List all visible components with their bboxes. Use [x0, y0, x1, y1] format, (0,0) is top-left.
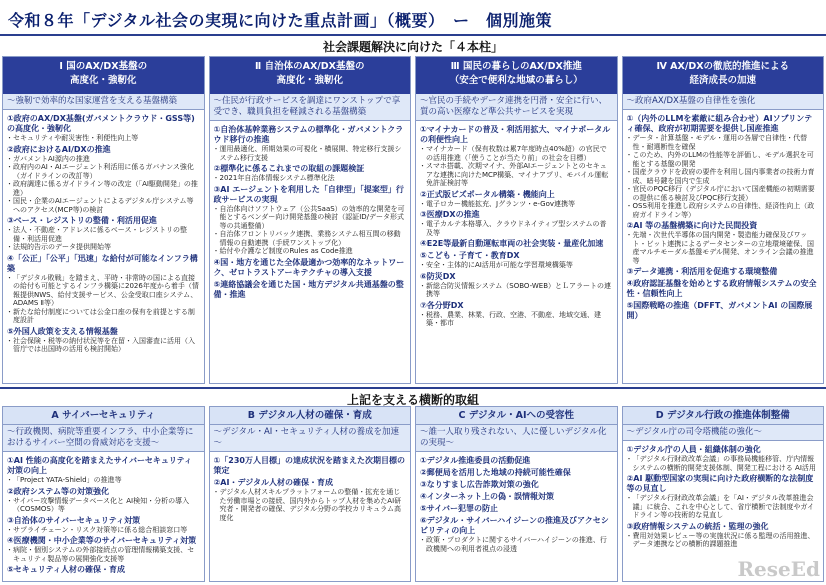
- measure-detail: ・ 法規的告示のデータ提供開始等: [7, 243, 200, 252]
- item-list: [623, 441, 824, 551]
- measure-title: ⑦各分野DX: [420, 300, 464, 310]
- measure-title: ①デジタル庁の人員・組織体制の強化: [626, 445, 761, 454]
- measure-title: ⑤こども・子育て・教育DX: [420, 251, 520, 260]
- pillar-column: [209, 56, 412, 384]
- column-heading-line: Ⅳ AX/DXの徹底的推進による: [656, 61, 790, 72]
- measure-title: ⑤連絡協議会を通じた国・地方デジタル共通基盤の整備・推進: [213, 279, 404, 299]
- pillar-column: [415, 56, 618, 384]
- bottom-section-heading: 上記を支える横断的取組: [346, 393, 479, 407]
- measure-detail: ・ マイナカード（保有枚数は累7年度時点40%超）の官民での活用推進（「使うことが当たり前」の社会を目標）: [420, 145, 613, 162]
- measure-title: ①「230万人目標」の達成状況を踏まえた次期目標の策定: [213, 456, 405, 475]
- measure-detail: ・ 法人・不動産・アドレスに係るベース・レジストリの整備・利活用促進: [7, 226, 200, 243]
- measure-title: ③AI エージェントを利用した「自律型」「提案型」行政サービスの実現: [213, 184, 404, 204]
- pillar-column: [2, 56, 205, 384]
- pillar-column: [2, 406, 205, 582]
- pillar-column: [622, 406, 825, 582]
- column-heading-line: Ⅱ 自治体のAX/DX基盤の: [255, 61, 365, 72]
- measure-title: ④国・地方を通じた全体最適かつ効率的なネットワーク、ゼロトラストアーキテクチャの導入支援: [213, 257, 405, 277]
- column-heading-line: Ⅲ 国民の暮らしのAX/DX推進: [450, 61, 582, 72]
- measure-detail: ・ 「デジタル行財政改革会議」の事務局機能移管、庁内情報システムの横断的開発支援体制、開発工程における AI活用: [627, 455, 820, 472]
- measure-detail: ・ デジタル人材スキルプラットフォームの整備・拡充を通じた労働市場との接続、国内外からトップ人材を集めたAI研究者・開発者の確保、デジタル分野の学校カリキュラム高度化: [214, 488, 407, 522]
- measure-title: ①AI 性能の高度化を踏まえたサイバーセキュリティ対策の向上: [7, 456, 193, 475]
- item-list: [416, 452, 617, 555]
- measure-detail: ・ 税務、農業、林業、行政、空港、不動産、地域交通、建築・都市: [420, 311, 613, 328]
- measure-title: ⑥防災DX: [420, 271, 456, 281]
- measure-detail: ・ 費用対効果レビュー等の実施状況に係る監理の活用推進、データ連携などの横断的課題推進: [627, 532, 820, 549]
- measure-detail: ・ 先端・次世代半導体の国内開発・製造能力確保及びワット・ビット連携によるデータセンターの立地環境確保、国産マルチモーダル基盤モデル開発、オンライン会議の推進等: [627, 231, 820, 265]
- column-heading: [210, 57, 411, 94]
- measure-title: ①自治体基幹業務システムの標準化・ガバメントクラウド移行の推進: [213, 125, 404, 144]
- item-list: [210, 121, 411, 302]
- measure-detail: ・ 「デジタル行財政改革会議」を「AI・デジタル改革推進会議」に統合、これを中心として、省庁横断で法制度やガイドライン等の技術的な見直し: [627, 494, 820, 520]
- measure-title: ①デジタル推進委員の活動促進: [420, 456, 531, 465]
- measure-detail: ・ このため、内外のLLMの性能等を評価し、モデル選択を可能とする基盤の開発: [627, 151, 820, 168]
- column-subtitle: ～デジタル・AI・セキュリティ人材の養成を加速～: [210, 425, 411, 452]
- measure-title: ③ベース・レジストリの整備・利活用促進: [7, 216, 157, 225]
- measure-title: ②正式版ビズポータル構築・機能向上: [420, 189, 555, 199]
- column-heading: [3, 407, 204, 425]
- item-list: [416, 121, 617, 330]
- measure-detail: ・ 自治体フロントリバック連携、業務システム相互間の移動情報の自動連携（手続ワンストップ化）: [214, 230, 407, 247]
- measure-detail: ・ 政府調達に係るガイドライン等の改定（「AI駆動開発」の推進）: [7, 180, 200, 197]
- column-heading-line: （安全で便利な地域の暮らし）: [449, 75, 583, 86]
- measure-detail: ・ OSS利用を推進し政府システムの自律性、経済性向上（政府ガイドライン等）: [627, 202, 820, 219]
- measure-detail: ・ データ・計算基盤・モデル・運用の各層で自律性・代替性・耐選断性を確保: [627, 134, 820, 151]
- measure-title: ⑥デジタル・サイバーハイジーンの推進及びアクセシビリティの向上: [420, 516, 609, 535]
- measure-title: ②郵便局を活用した地域の持続可能性確保: [420, 468, 571, 477]
- column-heading-line: B デジタル人材の確保・育成: [247, 410, 372, 421]
- measure-detail: ・ 「Project YATA-Shield」の推進等: [7, 476, 200, 485]
- column-heading: [416, 57, 617, 94]
- measure-title: ③なりすまし広告詐欺対策の強化: [420, 480, 539, 489]
- measure-detail: ・ ガバメントAI源内の推進: [7, 155, 200, 164]
- measure-title: ②政府におけるAI/DXの推進: [7, 144, 111, 154]
- measure-detail: ・ 国産クラウドを政府の要件を利用し国内事業者の技術力育成、暗号鍵を国内で生成: [627, 168, 820, 185]
- measure-detail: ・ スマホ搭載、次期マイナ、外部AIエージェントとのセキュアな連携に向けたMCP構築、マイナアプリ、モバイル運転免許証検討等: [420, 162, 613, 188]
- pillar-column: [622, 56, 825, 384]
- measure-detail: ・ 国民・企業のAIエージェントによるデジタル庁システム等へのアクセス(MCP等)の検討: [7, 197, 200, 214]
- measure-detail: ・ 政策・プロダクトに関するサイバーハイジーンの推進、行政機関への利用者視点の浸透: [420, 536, 613, 553]
- measure-detail: ・ 安全・主体的にAI活用が可能な学習環境構築等: [420, 261, 613, 270]
- measure-detail: ・ 新たな給付制度については公金口座の保有を前提とする制度設計: [7, 308, 200, 325]
- column-heading-line: 経済成長の加速: [689, 75, 756, 86]
- column-heading: [623, 57, 824, 94]
- measure-detail: ・ サプライチェーン・リスク対策等に係る総合相談窓口等: [7, 526, 200, 535]
- measure-title: ③医療DXの推進: [420, 210, 480, 219]
- watermark-logo: ReseEd: [737, 557, 820, 581]
- measure-title: ⑤サイバー犯罪の防止: [420, 504, 499, 513]
- column-heading-line: C デジタル・AIへの受容性: [458, 410, 575, 421]
- column-subtitle: ～行政機関、病院等重要インフラ、中小企業等におけるサイバー空間の脅威対応を支援～: [3, 425, 204, 452]
- measure-title: ①政府のAX/DX基盤(ガバメントクラウド・GSS等)の高度化・強靭化: [7, 114, 195, 133]
- measure-title: ⑤外国人政策を支える情報基盤: [7, 326, 118, 336]
- measure-title: ①マイナカードの普及・利活用拡大、マイナポータルの利便性向上: [420, 125, 611, 144]
- page-title: 令和８年「デジタル社会の実現に向けた重点計画」（概要） ー 個別施策: [8, 11, 553, 30]
- pillar-column: [209, 406, 412, 582]
- measure-title: ②AI 駆動型国家の実現に向けた政府横断的な法制度等の見直し: [626, 474, 814, 493]
- measure-title: ⑤国際戦略の推進（DFFT、ガバメントAI の国際展開）: [626, 301, 813, 320]
- column-subtitle: ～住民が行政サービスを調達にワンストップで享受でき、職員負担を軽減される基盤構築: [210, 94, 411, 121]
- measure-title: ②AI 等の基盤構築に向けた民間投資: [626, 221, 758, 230]
- item-list: [210, 452, 411, 524]
- measure-detail: ・ 自治体向けソフトウェア（公共SaaS）の効率的な開発を可能とするベンダー向け開発基盤の検討（認証ID/データ形式等の共通整備）: [214, 205, 407, 231]
- measure-detail: ・ 「デジタル敗戦」を踏まえ、平時・非常時の国による直接の給付も可能とするインフラ構築に2026年度から着手（情報提供NWS、給付支援サービス、公金受取口座システム、ADAMS Ⅱ等）: [7, 274, 200, 308]
- column-heading-line: A サイバーセキュリティ: [51, 410, 156, 421]
- measure-detail: ・ 運用最適化、所期効果の可視化・横展開、特定移行支援システム移行支援: [214, 145, 407, 162]
- column-heading-line: D デジタル行政の推進体制整備: [655, 410, 790, 421]
- measure-detail: ・ 社会保険・税等の納付状況等を在留・入国審査に活用（入管庁では出国時の活用も検討開始）: [7, 337, 200, 354]
- column-heading-line: Ⅰ 国のAX/DX基盤の: [59, 61, 148, 72]
- divider: [0, 387, 826, 389]
- measure-detail: ・ 電子カルテ本格導入、クラウドネイティブ型システムの普及等: [420, 220, 613, 237]
- column-subtitle: ～政府AX/DX基盤の自律性を強化: [623, 94, 824, 110]
- measure-detail: ・ 電子ロカー機能拡充、Jグランツ・e-Gov連携等: [420, 200, 613, 209]
- measure-detail: ・ セキュリティや耐災害性・利便性向上等: [7, 134, 200, 143]
- item-list: [3, 110, 204, 356]
- measure-detail: ・ 政府内のAI・AIエージェント利活用に係るガバナンス強化（ガイドラインの改訂等）: [7, 163, 200, 180]
- item-list: [623, 110, 824, 323]
- measure-detail: ・ 病院・個別システムの外部接続点の管理情報構築支援、セキュリティ製品等の展開強化支援等: [7, 546, 200, 563]
- measure-detail: ・ 2021年自治体情報システム標準化法: [214, 174, 407, 183]
- measure-title: ①（内外のLLMを素敵に組み合わせ）AIソブリンティ確保、政府が初期需要を提供し国産推進: [626, 114, 813, 133]
- measure-detail: ・ 官民のPQC移行（デジタル庁において国産機能の初期需要の提供に係る検討及びPQC移行支援）: [627, 185, 820, 202]
- measure-title: ⑤セキュリティ人材の確保・育成: [7, 565, 125, 574]
- measure-title: ③政府情報システムの統括・監理の強化: [626, 521, 769, 531]
- measure-title: ④インターネット上の偽・誤情報対策: [420, 492, 555, 501]
- column-subtitle: ～デジタル庁の司令塔機能の強化～: [623, 425, 824, 441]
- measure-detail: ・ 給付や介護など制度のRules as Code推進: [214, 247, 407, 256]
- measure-title: ③データ連携・利活用を促進する環境整備: [626, 267, 778, 276]
- measure-title: ②政府システム等の対策強化: [7, 486, 109, 496]
- measure-title: ②AI・デジタル人材の確保・育成: [213, 478, 333, 487]
- column-subtitle: ～誰一人取り残されない、人に優しいデジタル化の実現～: [416, 425, 617, 452]
- measure-title: ④政府認証基盤を始めとする政府情報システムの安全性・信頼性向上: [626, 279, 817, 298]
- column-heading-line: 高度化・強靭化: [69, 75, 137, 86]
- column-subtitle: ～強靭で効率的な国家運営を支える基盤構築: [3, 94, 204, 110]
- measure-title: ④E2E等最新自動運転車両の社会実装・量産化加速: [420, 239, 604, 248]
- measure-detail: ・ サイバー攻撃情報データベース化と AI検知・分析の導入（COSMOS）等: [7, 497, 200, 514]
- measure-title: ③自治体のサイバーセキュリティ対策: [7, 515, 141, 525]
- column-subtitle: ～官民の手続やデータ連携を円滑・安全に行い、質の高い医療など準公共サービスを実現: [416, 94, 617, 121]
- top-section-heading: 社会課題解決に向けた「４本柱」: [322, 40, 503, 54]
- column-heading: [416, 407, 617, 425]
- measure-title: ②標準化に係るこれまでの取組の課題検証: [213, 164, 365, 173]
- column-heading-line: 高度化・強靭化: [276, 75, 343, 86]
- column-heading: [210, 407, 411, 425]
- measure-detail: ・ 新総合防災情報システム（SOBO-WEB）とＬアラートの連携等: [420, 282, 613, 299]
- divider: [0, 34, 826, 36]
- column-heading: [623, 407, 824, 425]
- measure-title: ④「公正」「公平」「迅速」な給付が可能なインフラ構築: [7, 253, 198, 273]
- measure-title: ④医療機関・中小企業等のサイバーセキュリティ対策: [7, 536, 197, 545]
- column-heading: [3, 57, 204, 94]
- pillar-column: [415, 406, 618, 582]
- item-list: [3, 452, 204, 577]
